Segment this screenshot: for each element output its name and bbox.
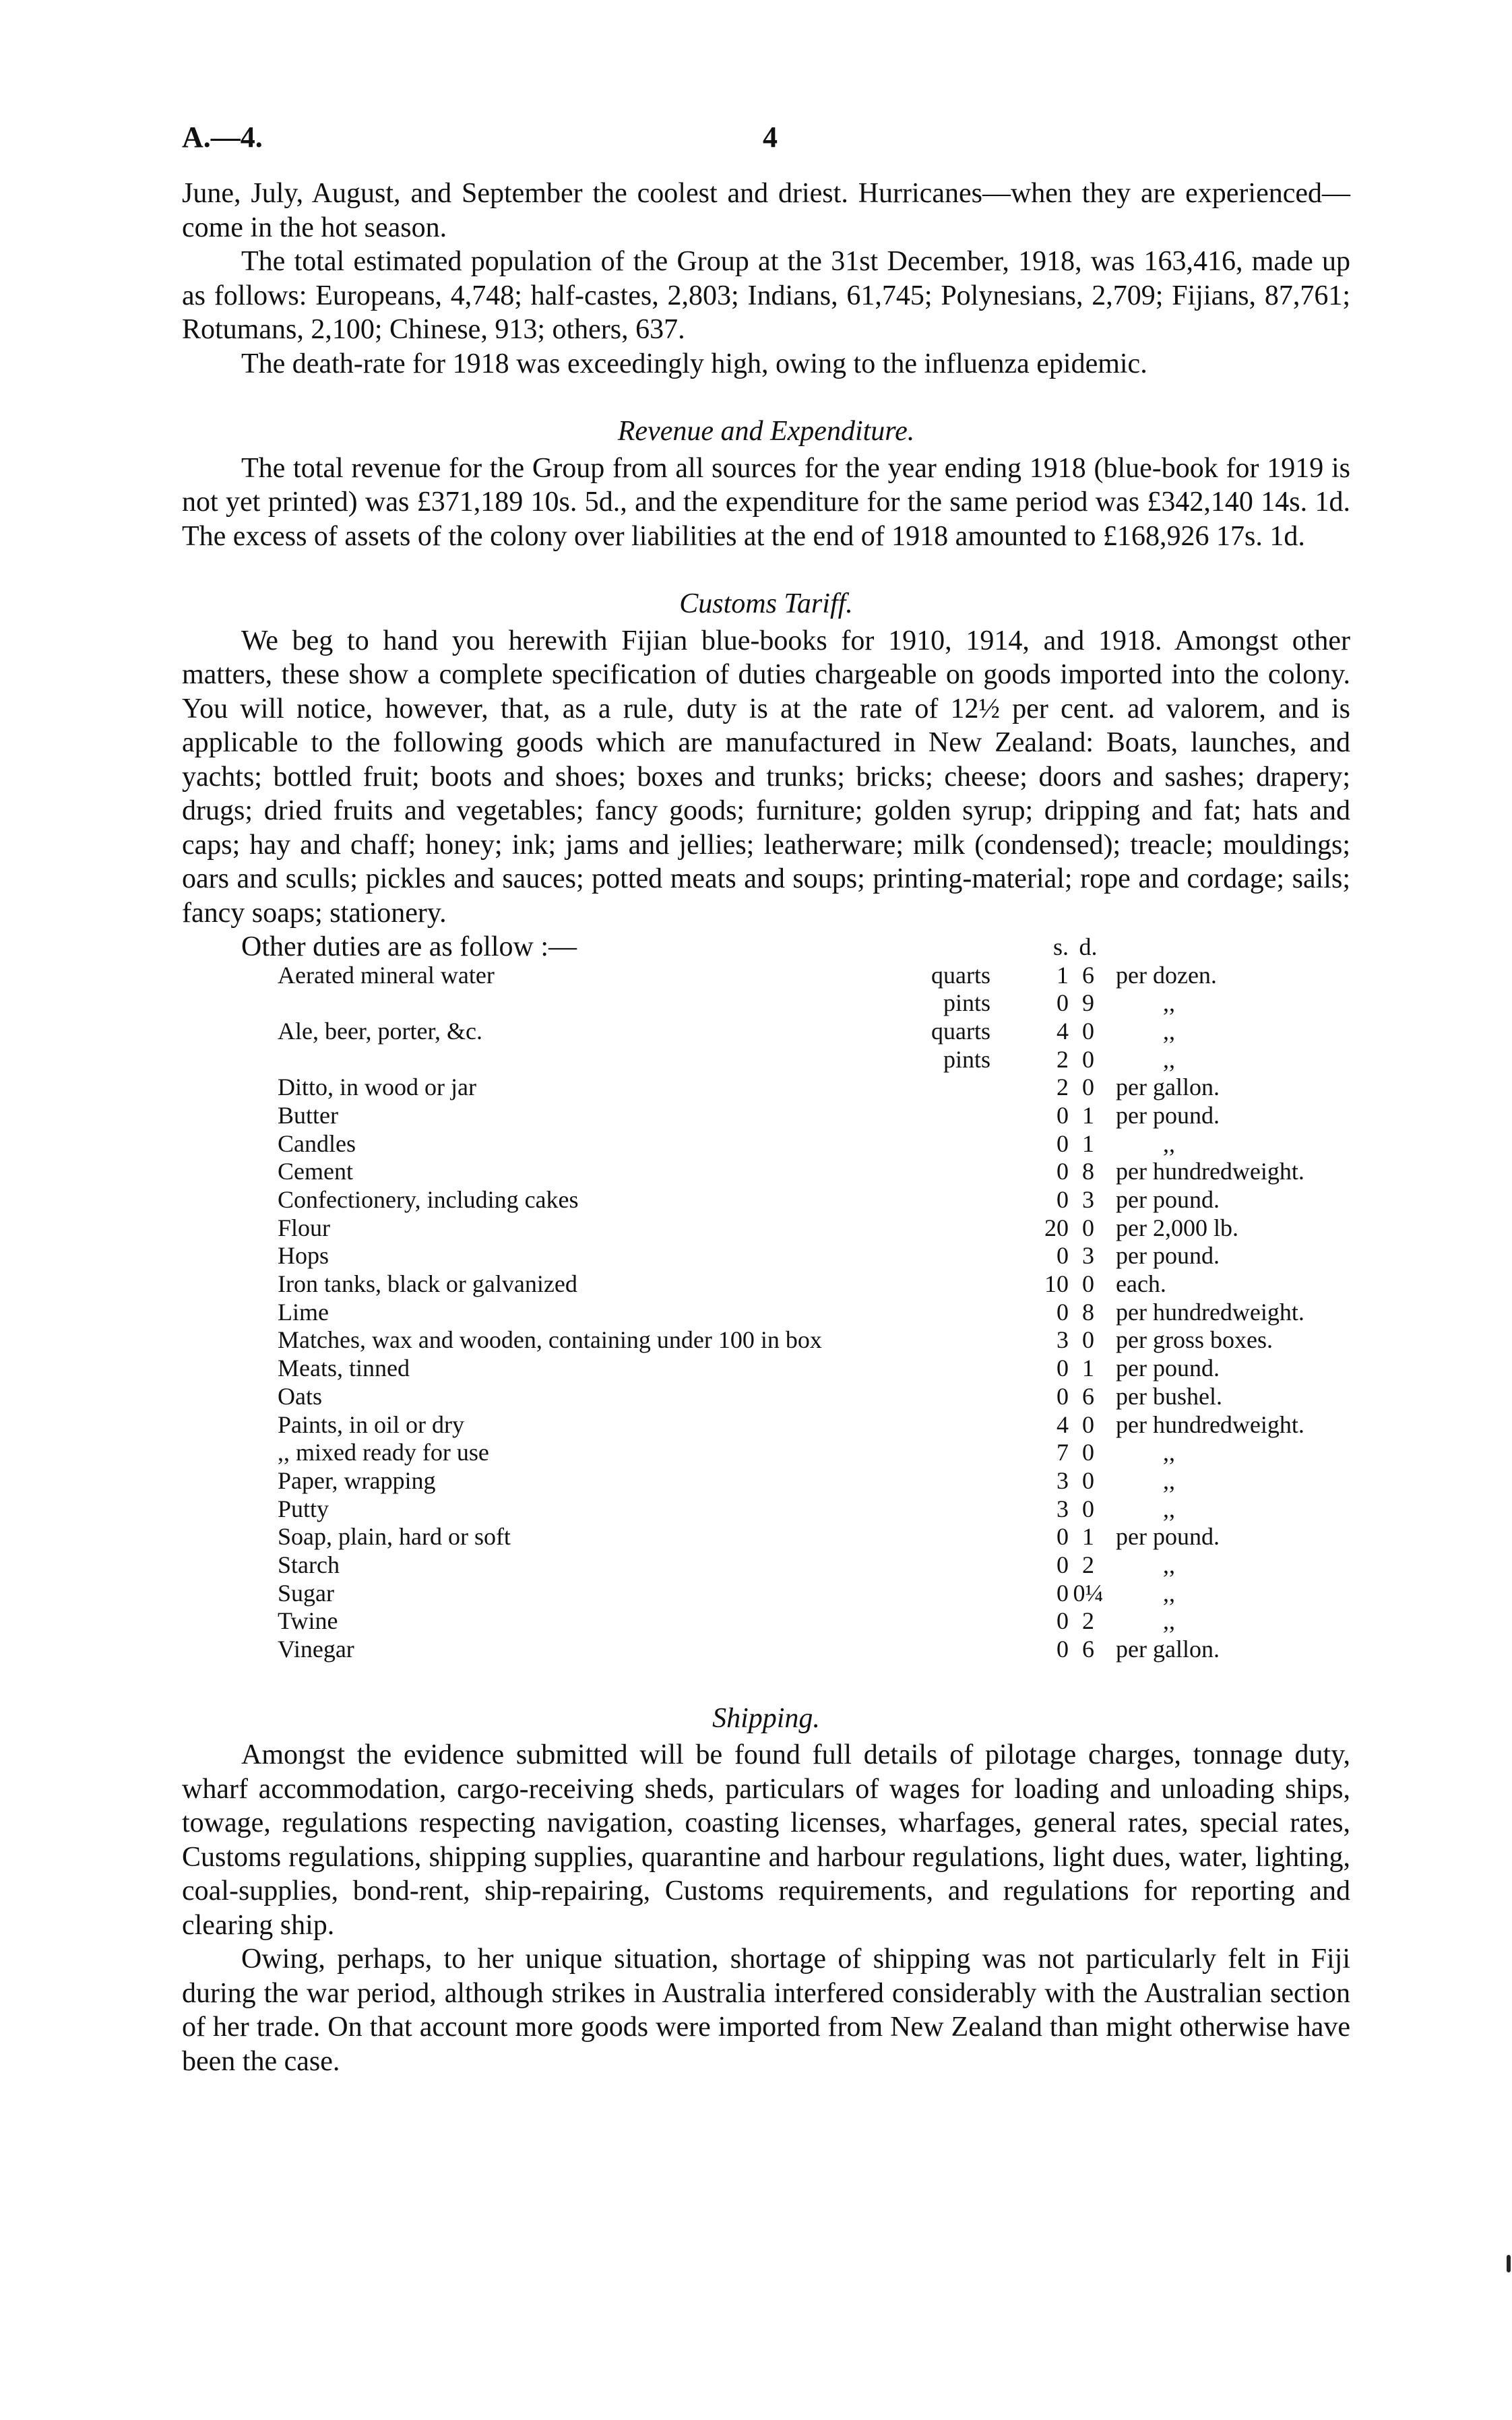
duty-row [182, 1299, 1350, 1327]
duty-row [182, 1580, 1350, 1608]
duty-pence: 6 [1082, 961, 1094, 989]
duty-shillings: 7 [1057, 1439, 1069, 1466]
duty-unit: pints [943, 1045, 990, 1073]
duty-shillings: 20 [1044, 1214, 1069, 1241]
duty-pence: 3 [1082, 1186, 1094, 1213]
duty-item: Butter [278, 1101, 338, 1129]
duty-item: Candles [278, 1129, 356, 1157]
duties-rows [182, 962, 1350, 1664]
duty-row [182, 1270, 1350, 1299]
duty-note: per dozen. [1116, 961, 1217, 989]
duty-note: per bushel. [1116, 1382, 1222, 1410]
paragraph-climate: June, July, August, and September the coolest and driest. Hurricanes—when they are experienced—come in the hot season. [182, 178, 1350, 243]
duty-note: ,, [1163, 1551, 1175, 1578]
duty-note: per pound. [1116, 1101, 1220, 1129]
duty-note: per pound. [1116, 1355, 1220, 1382]
margin-mark [1507, 2255, 1511, 2272]
duty-shillings: 0 [1057, 1636, 1069, 1663]
duty-item: Paper, wrapping [278, 1466, 436, 1494]
duty-shillings: 0 [1057, 1382, 1069, 1410]
duty-shillings: 10 [1044, 1270, 1069, 1298]
duty-pence: 6 [1082, 1636, 1094, 1663]
duty-pence: 0 [1082, 1214, 1094, 1241]
duty-item: Starch [278, 1551, 340, 1578]
duty-item: Sugar [278, 1579, 334, 1607]
duty-note: ,, [1163, 1495, 1175, 1522]
duty-row [182, 1158, 1350, 1186]
duty-row [182, 1018, 1350, 1046]
duty-pence: 8 [1082, 1298, 1094, 1326]
duty-pence: 0 [1082, 1045, 1094, 1073]
duty-shillings: 0 [1057, 1523, 1069, 1551]
column-shillings-header: s. [1052, 933, 1069, 960]
duty-unit: quarts [931, 1017, 990, 1045]
heading-revenue: Revenue and Expenditure. [617, 416, 915, 447]
duty-item: Matches, wax and wooden, containing under 100 in box [278, 1326, 822, 1354]
column-pence-header: d. [1079, 933, 1098, 960]
duty-row [182, 1551, 1350, 1580]
paragraph-shipping-war: Owing, perhaps, to her unique situation, shortage of shipping was not particularly felt in Fiji during the war period, although strikes in Australia interfered considerably with the Australian section of her trade. On that account more goods were imported from New Zealand than might otherwise have been the case. [182, 1944, 1350, 2077]
duty-note: per pound. [1116, 1242, 1220, 1270]
duty-note: ,, [1163, 1045, 1175, 1073]
duty-note: ,, [1163, 1579, 1175, 1607]
duty-row [182, 1186, 1350, 1214]
duty-shillings: 0 [1057, 1579, 1069, 1607]
duty-shillings: 0 [1057, 1607, 1069, 1635]
duty-item: Ale, beer, porter, &c. [278, 1017, 482, 1045]
duties-header-row [182, 933, 1350, 962]
duty-item: Vinegar [278, 1636, 354, 1663]
duty-note: per gallon. [1116, 1636, 1220, 1663]
duty-row [182, 962, 1350, 990]
duty-shillings: 0 [1057, 989, 1069, 1017]
duty-shillings: 0 [1057, 1355, 1069, 1382]
duty-shillings: 1 [1057, 961, 1069, 989]
duty-unit: quarts [931, 961, 990, 989]
page-number: 4 [763, 121, 778, 154]
duty-row [182, 1074, 1350, 1102]
duty-row [182, 1636, 1350, 1664]
duty-row [182, 1046, 1350, 1074]
duty-item: Oats [278, 1382, 322, 1410]
paragraph-revenue: The total revenue for the Group from all sources for the year ending 1918 (blue-book for 1919 is not yet printed) was £371,189 10s. 5d., and the expenditure for the same period was £342,140 14s. 1d. The excess of assets of the colony over liabilities at the end of 1918 amounted to £168,926 17s. 1d. [182, 452, 1350, 552]
duty-shillings: 3 [1057, 1466, 1069, 1494]
duty-item: Aerated mineral water [278, 961, 495, 989]
duty-pence: 8 [1082, 1158, 1094, 1185]
duty-shillings: 3 [1057, 1326, 1069, 1354]
duty-shillings: 3 [1057, 1495, 1069, 1522]
duty-row [182, 1355, 1350, 1383]
duty-pence: 0 [1082, 1326, 1094, 1354]
duty-shillings: 4 [1057, 1410, 1069, 1438]
duty-row [182, 1467, 1350, 1495]
duty-item: Paints, in oil or dry [278, 1410, 464, 1438]
duty-item: Flour [278, 1214, 331, 1241]
heading-customs: Customs Tariff. [679, 588, 853, 619]
duty-item: Hops [278, 1242, 329, 1270]
duty-row [182, 1242, 1350, 1270]
duty-note: ,, [1163, 1017, 1175, 1045]
duty-pence: 0 [1082, 1074, 1094, 1101]
duty-row [182, 1411, 1350, 1439]
paragraph-population: The total estimated population of the Group at the 31st December, 1918, was 163,416, made up as follows: Europeans, 4,748; half-castes, 2,803; Indians, 61,745; Polynesians, 2,709; Fijians, 87,761; Rotumans, 2,100; Chinese, 913; others, 637. [182, 246, 1350, 345]
duty-note: per 2,000 lb. [1116, 1214, 1238, 1241]
duty-pence: 6 [1082, 1382, 1094, 1410]
duty-row [182, 989, 1350, 1018]
duty-pence: 0 [1082, 1466, 1094, 1494]
paragraph-shipping-evidence: Amongst the evidence submitted will be found full details of pilotage charges, tonnage duty, wharf accommodation, cargo-receiving sheds, particulars of wages for loading and unloading ships, towage, regulations respecting navigation, coasting licenses, wharfages, general rates, special rates, Customs regulations, shipping supplies, quarantine and harbour regulations, light dues, water, lighting, coal-supplies, bond-rent, ship-repairing, Customs requirements, and regulations for reporting and clearing ship. [182, 1739, 1350, 1941]
duty-pence: 1 [1082, 1129, 1094, 1157]
duty-shillings: 2 [1057, 1045, 1069, 1073]
duty-pence: 2 [1082, 1607, 1094, 1635]
duty-item: Twine [278, 1607, 338, 1635]
duty-shillings: 0 [1057, 1158, 1069, 1185]
duty-pence: 0 [1082, 1439, 1094, 1466]
duty-note: per hundredweight. [1116, 1298, 1304, 1326]
page-header [182, 120, 1341, 160]
duty-pence: 9 [1082, 989, 1094, 1017]
duty-pence: 1 [1082, 1101, 1094, 1129]
duty-pence: 3 [1082, 1242, 1094, 1270]
duty-pence: 0 [1082, 1270, 1094, 1298]
duty-shillings: 4 [1057, 1017, 1069, 1045]
duties-table [182, 933, 1350, 1664]
duty-item: Iron tanks, black or galvanized [278, 1270, 577, 1298]
duty-row [182, 1383, 1350, 1411]
duty-item: Soap, plain, hard or soft [278, 1523, 511, 1551]
duty-row [182, 1439, 1350, 1467]
duty-note: ,, [1163, 1439, 1175, 1466]
duty-pence: 0¼ [1073, 1579, 1104, 1607]
duty-row [182, 1102, 1350, 1130]
duty-shillings: 0 [1057, 1129, 1069, 1157]
duty-shillings: 0 [1057, 1551, 1069, 1578]
duty-pence: 1 [1082, 1355, 1094, 1382]
heading-shipping: Shipping. [712, 1702, 820, 1734]
duty-note: ,, [1163, 1129, 1175, 1157]
paragraph-customs: We beg to hand you herewith Fijian blue-books for 1910, 1914, and 1918. Amongst other matters, these show a complete specification of duties chargeable on goods imported into the colony. You will notice, however, that, as a rule, duty is at the rate of 12½ per cent. ad valorem, and is applicable to the following goods which are manufactured in New Zealand: Boats, launches, and yachts; bottled fruit; boots and shoes; boxes and trunks; bricks; cheese; doors and sashes; drapery; drugs; dried fruits and vegetables; fancy goods; furniture; golden syrup; dripping and fat; hats and caps; hay and chaff; honey; ink; jams and jellies; leatherware; milk (condensed); treacle; mouldings; oars and sculls; pickles and sauces; potted meats and soups; printing-material; rope and cordage; sails; fancy soaps; stationery. [182, 625, 1350, 929]
duty-note: ,, [1163, 1607, 1175, 1635]
duty-item: Ditto, in wood or jar [278, 1074, 476, 1101]
duty-note: per gross boxes. [1116, 1326, 1273, 1354]
duty-row [182, 1326, 1350, 1355]
document-body [182, 177, 1350, 2078]
duty-pence: 0 [1082, 1410, 1094, 1438]
duty-note: per pound. [1116, 1523, 1220, 1551]
duty-item: Lime [278, 1298, 329, 1326]
duty-note: per hundredweight. [1116, 1410, 1304, 1438]
duty-note: per gallon. [1116, 1074, 1220, 1101]
paragraph-death-rate: The death-rate for 1918 was exceedingly high, owing to the influenza epidemic. [241, 348, 1147, 379]
duty-pence: 1 [1082, 1523, 1094, 1551]
duty-pence: 0 [1082, 1017, 1094, 1045]
duty-shillings: 0 [1057, 1101, 1069, 1129]
duty-pence: 0 [1082, 1495, 1094, 1522]
duty-note: ,, [1163, 1466, 1175, 1494]
duties-intro: Other duties are as follow :— [241, 931, 577, 962]
duty-note: per pound. [1116, 1186, 1220, 1213]
duty-shillings: 0 [1057, 1186, 1069, 1213]
document-series: A.—4. [182, 121, 263, 154]
duty-item: ,, mixed ready for use [278, 1439, 489, 1466]
duty-row [182, 1523, 1350, 1551]
duty-pence: 2 [1082, 1551, 1094, 1578]
duty-item: Meats, tinned [278, 1355, 410, 1382]
duty-shillings: 0 [1057, 1242, 1069, 1270]
duty-item: Cement [278, 1158, 353, 1185]
duty-unit: pints [943, 989, 990, 1017]
duty-note: per hundredweight. [1116, 1158, 1304, 1185]
duty-row [182, 1214, 1350, 1243]
duty-item: Confectionery, including cakes [278, 1186, 579, 1213]
duty-item: Putty [278, 1495, 329, 1522]
duty-row [182, 1495, 1350, 1524]
duty-shillings: 0 [1057, 1298, 1069, 1326]
duty-row [182, 1607, 1350, 1636]
duty-row [182, 1130, 1350, 1158]
duty-note: ,, [1163, 989, 1175, 1017]
duty-note: each. [1116, 1270, 1166, 1298]
duty-shillings: 2 [1057, 1074, 1069, 1101]
